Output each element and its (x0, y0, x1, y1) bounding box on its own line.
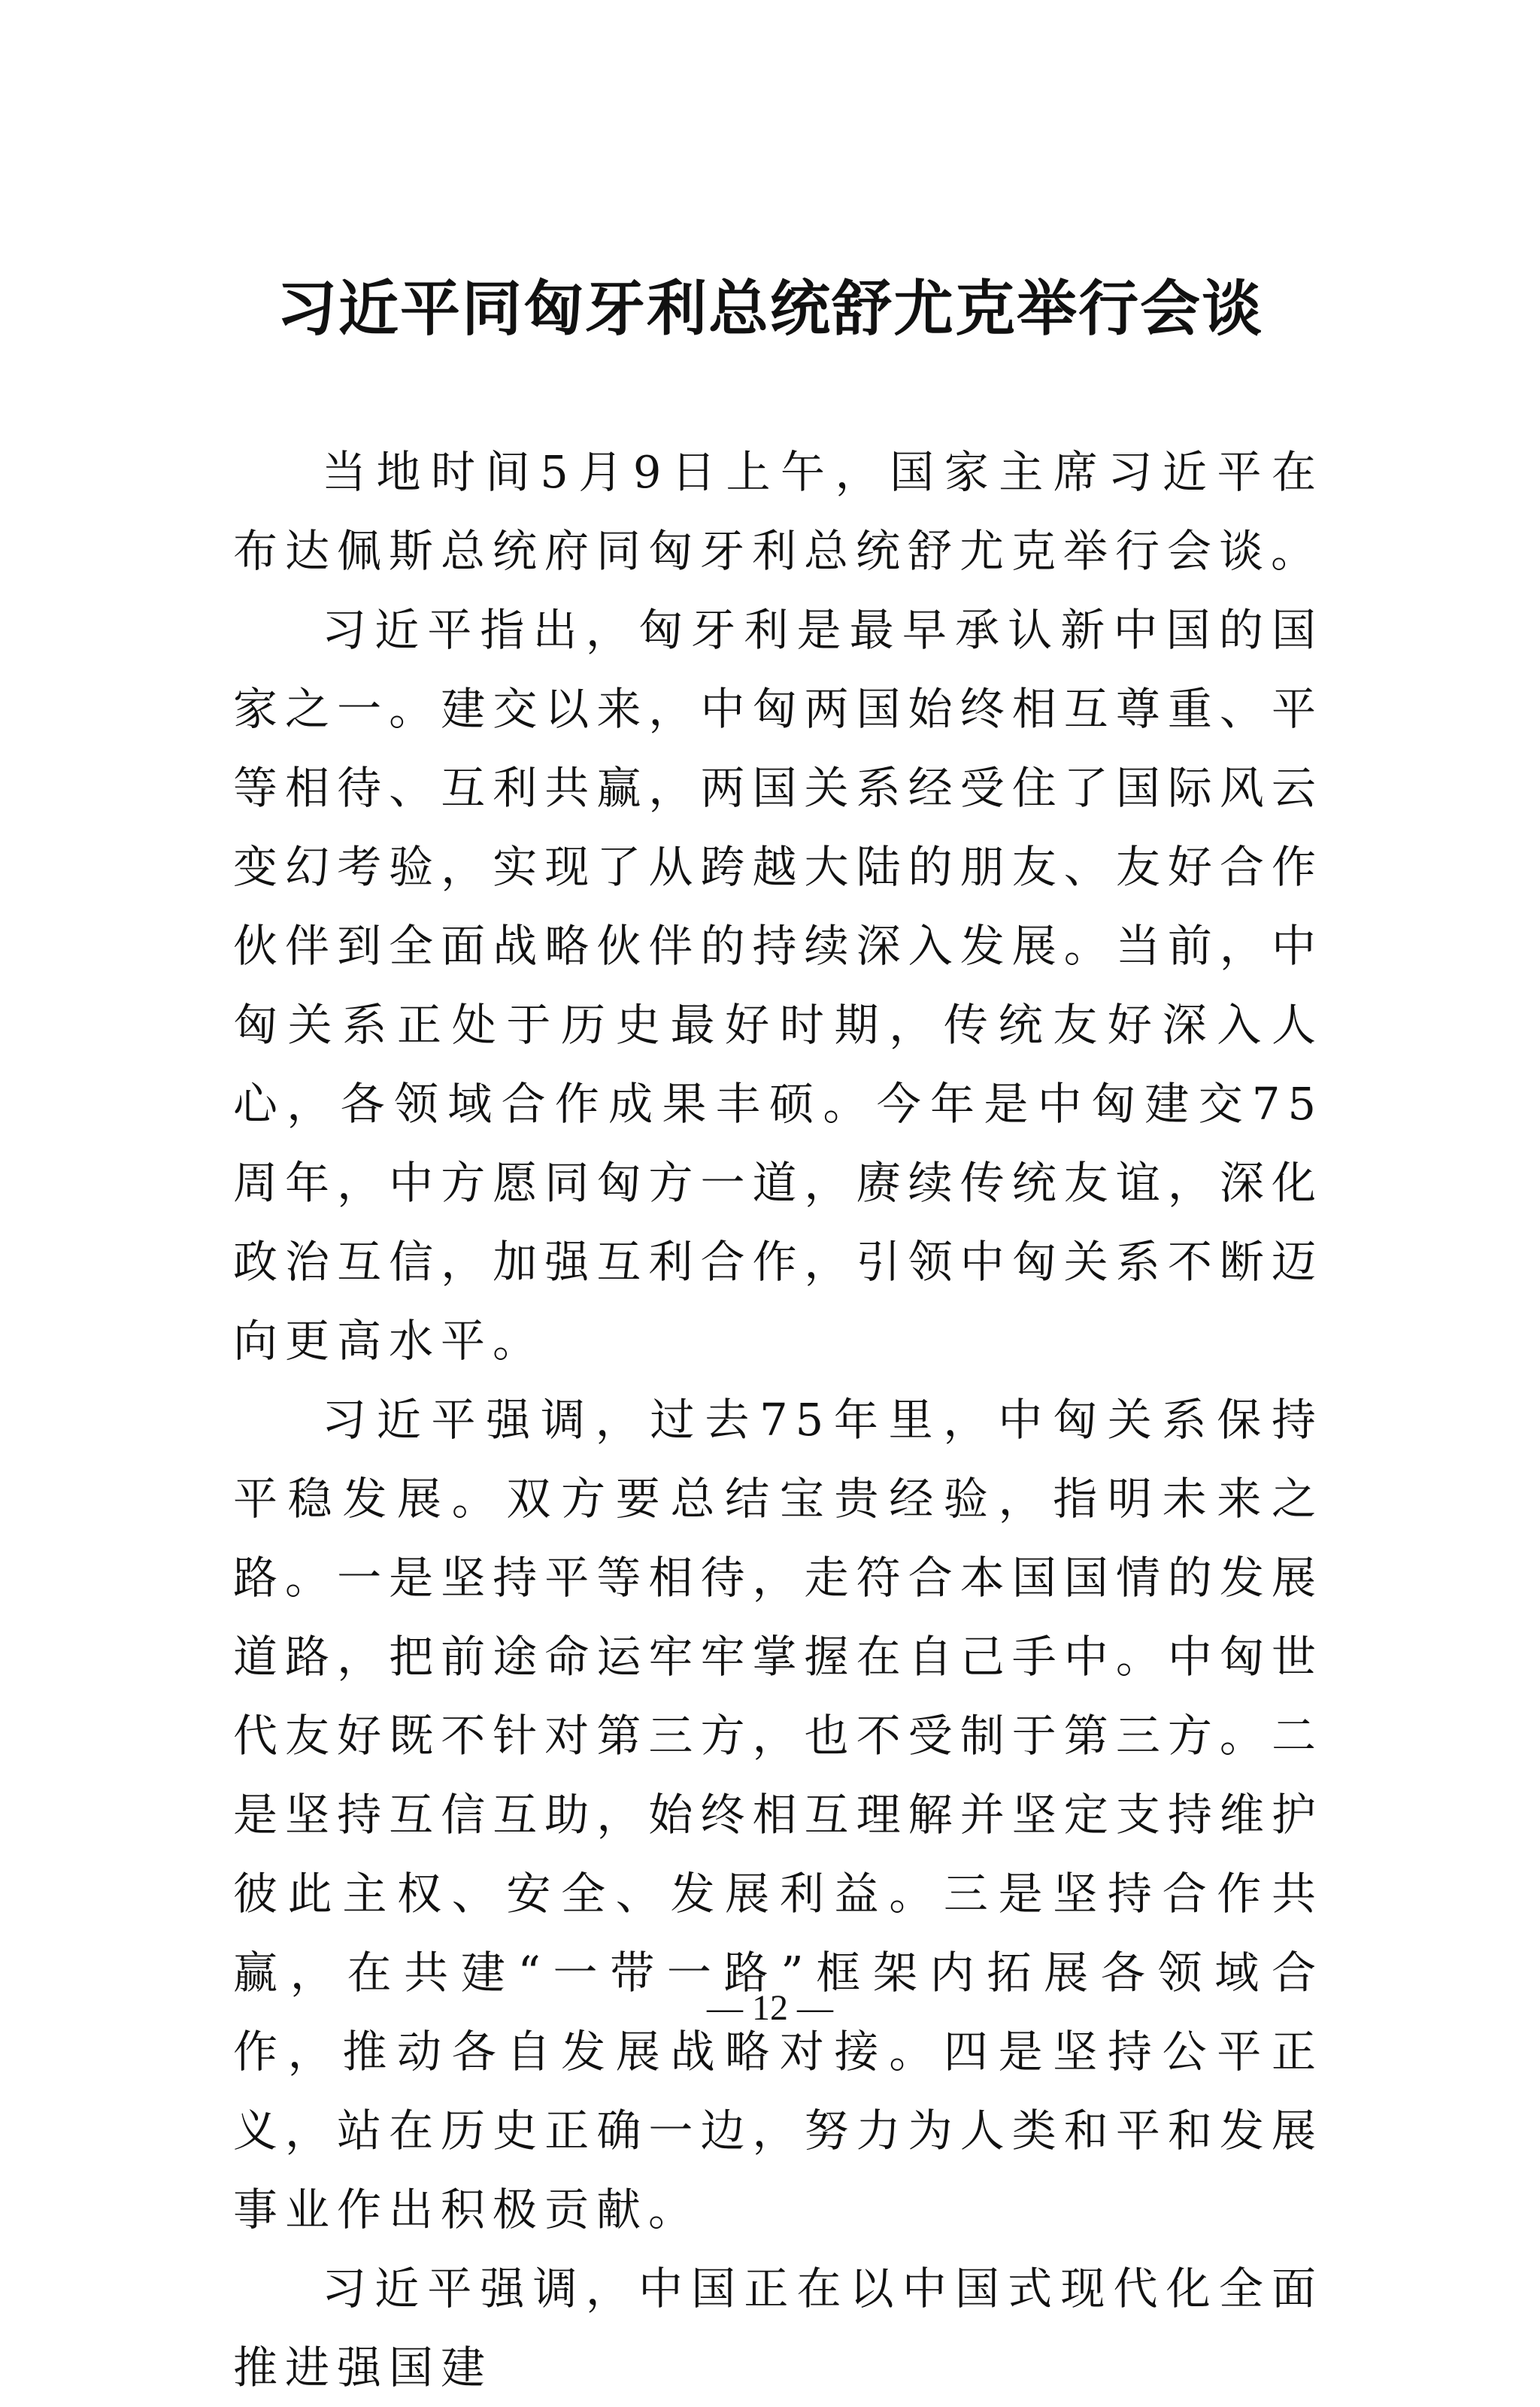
page-number: — 12 — (707, 1988, 833, 2028)
paragraph-2: 习近平指出，匈牙利是最早承认新中国的国家之一。建交以来，中匈两国始终相互尊重、平等相待、互利共赢，两国关系经受住了国际风云变幻考验，实现了从跨越大陆的朋友、友好合作伙伴到全面战略伙伴的持续深入发展。当前，中匈关系正处于历史最好时期，传统友好深入人心，各领域合作成果丰硕。今年是中匈建交75周年，中方愿同匈方一道，赓续传统友谊，深化政治互信，加强互利合作，引领中匈关系不断迈向更高水平。 (233, 604, 1323, 1367)
article-body (233, 433, 1323, 2407)
paragraph-4: 习近平强调，中国正在以中国式现代化全面推进强国建 (233, 2263, 1323, 2393)
paragraph-3: 习近平强调，过去75年里，中匈关系保持平稳发展。双方要总结宝贵经验，指明未来之路。一是坚持平等相待，走符合本国国情的发展道路，把前途命运牢牢掌握在自己手中。中匈世代友好既不针对第三方，也不受制于第三方。二是坚持互信互助，始终相互理解并坚定支持维护彼此主权、安全、发展利益。三是坚持合作共赢，在共建“一带一路”框架内拓展各领域合作，推动各自发展战略对接。四是坚持公平正义，站在历史正确一边，努力为人类和平和发展事业作出积极贡献。 (233, 1394, 1323, 2236)
paragraph-1: 当地时间5月9日上午，国家主席习近平在布达佩斯总统府同匈牙利总统舒尤克举行会谈。 (233, 446, 1323, 577)
page-title: 习近平同匈牙利总统舒尤克举行会谈 (277, 273, 1263, 344)
